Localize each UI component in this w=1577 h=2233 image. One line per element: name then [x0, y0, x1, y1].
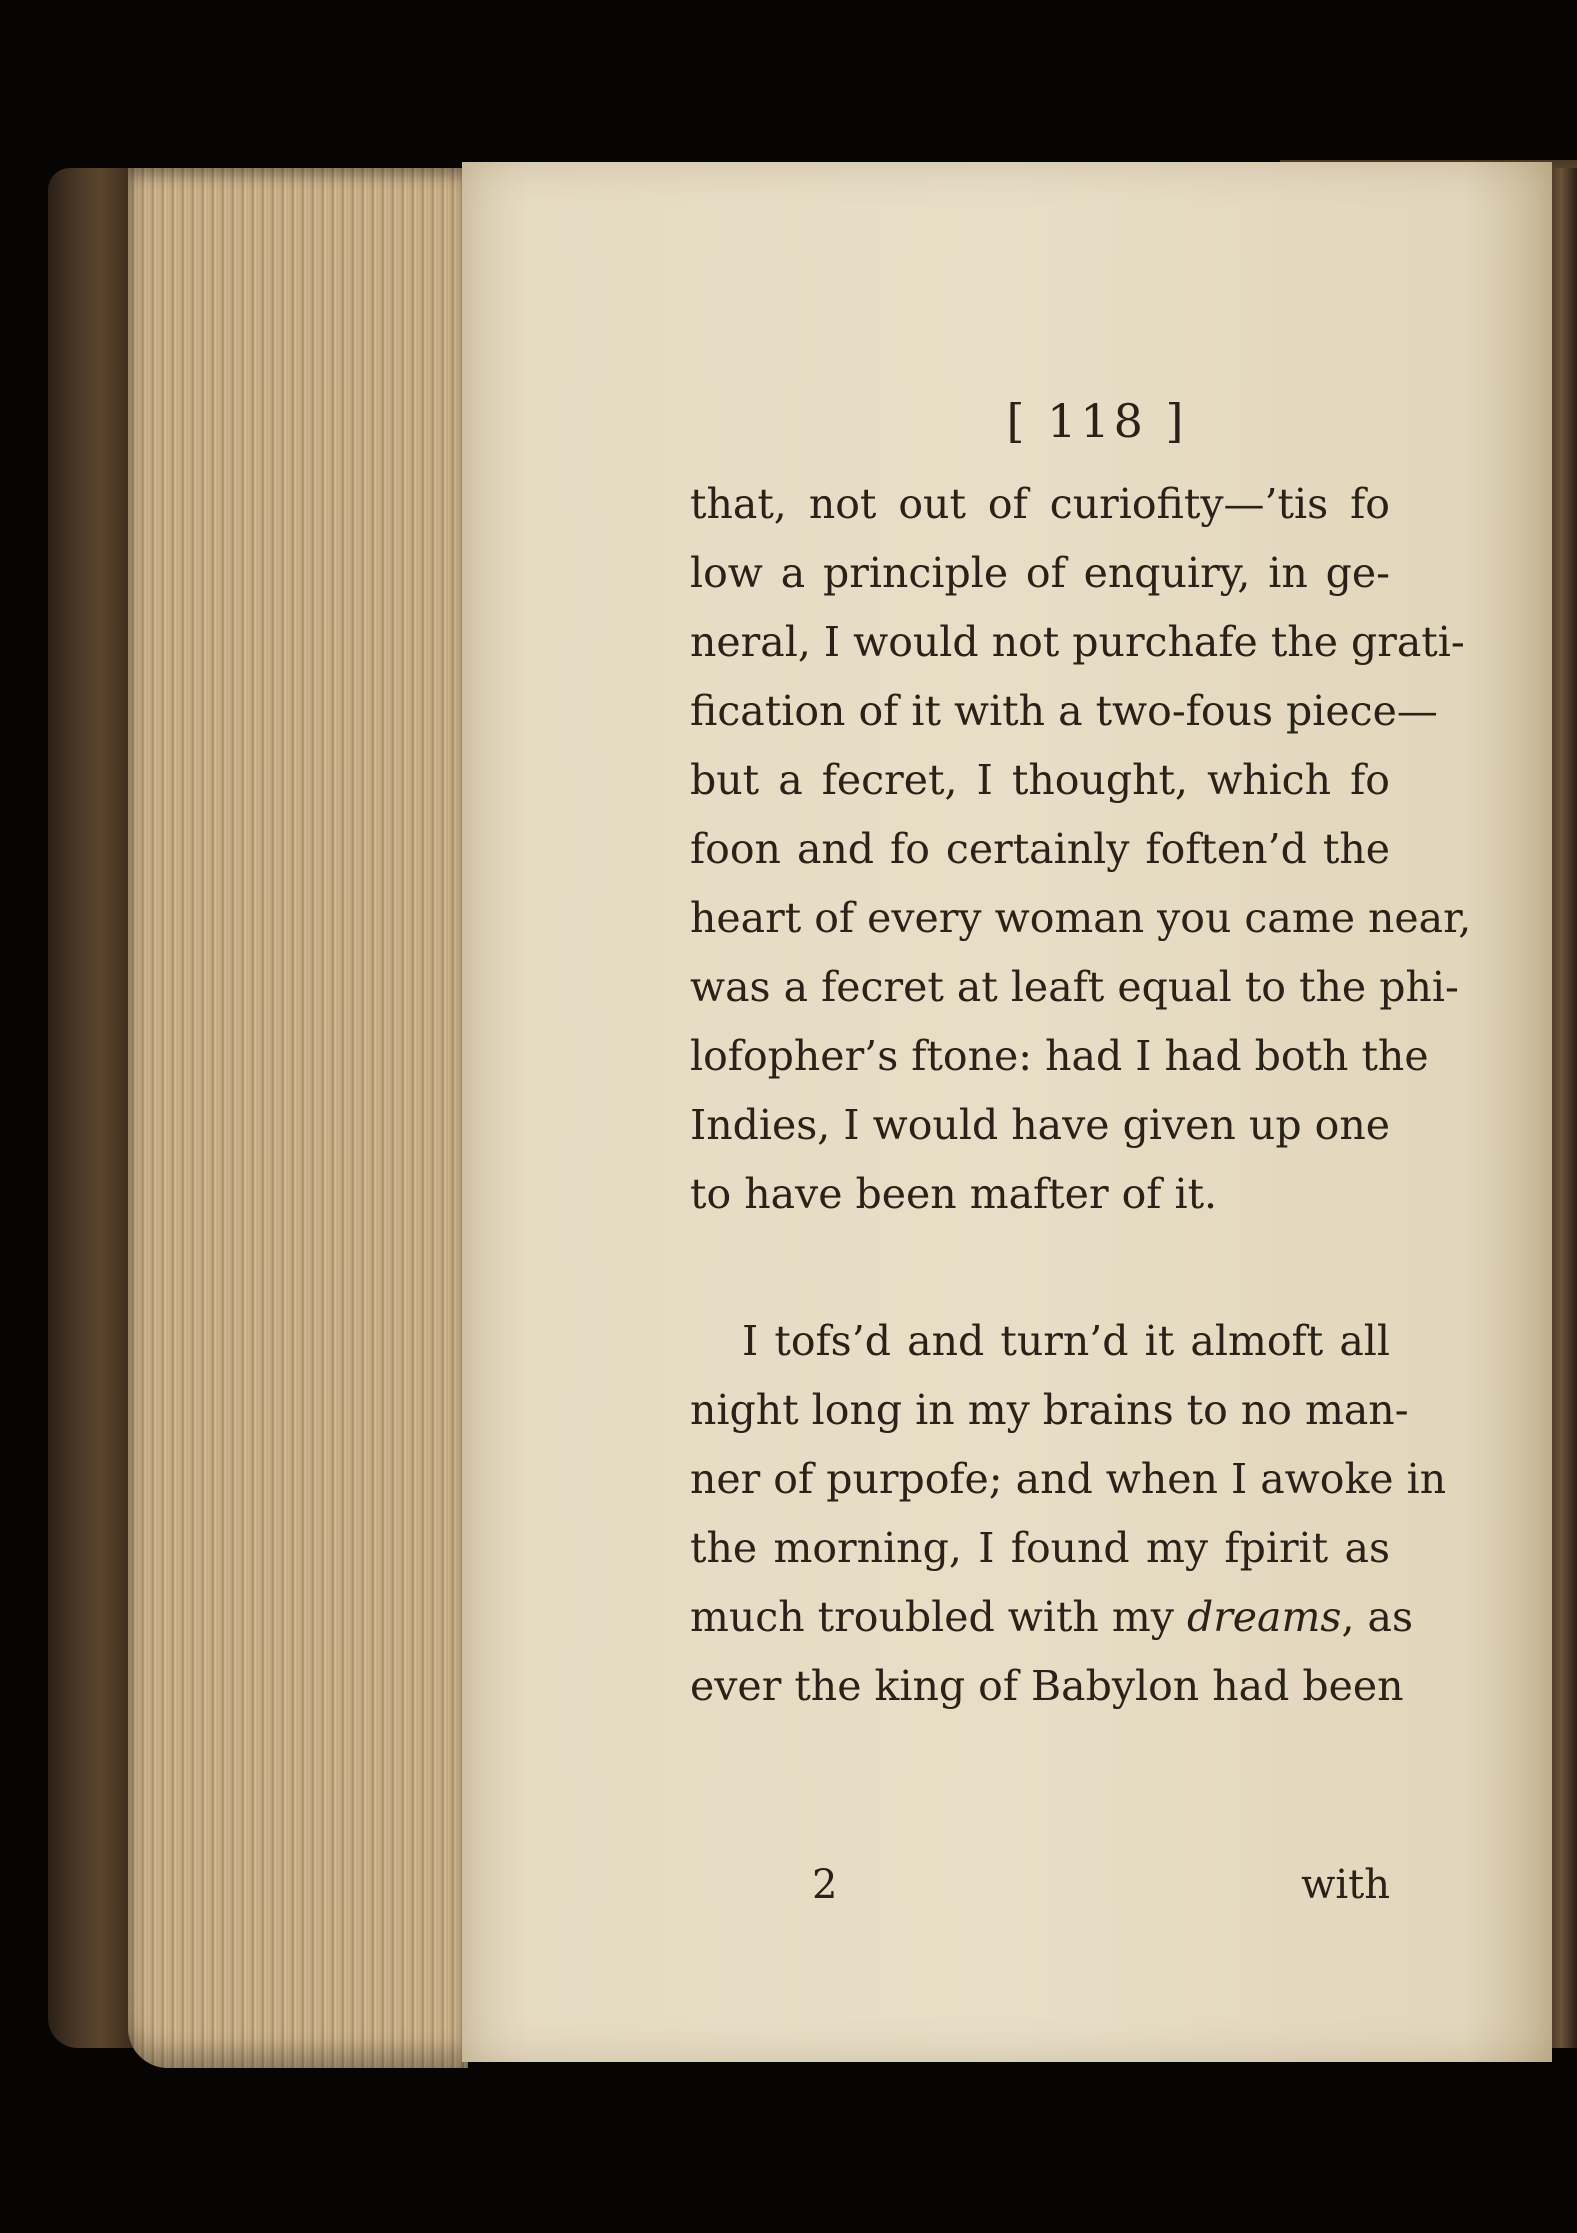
signature-mark: 2 [812, 1862, 838, 1908]
text-line: ever the king of Babylon had been [690, 1662, 1404, 1710]
italic-word: dreams [1186, 1593, 1342, 1641]
text-line: foon and fo certainly foften’d the [690, 825, 1390, 873]
text-line: low a principle of enquiry, in ge- [690, 549, 1390, 597]
direction-line [690, 1862, 1390, 1922]
text-line: ner of purpofe; and when I awoke in [690, 1455, 1447, 1503]
text-line: the morning, I found my fpirit as [690, 1524, 1390, 1572]
paragraph-break [690, 1229, 1390, 1307]
text-line: I tofs’d and turn’d it almoft all [742, 1317, 1390, 1365]
text-line: to have been mafter of it. [690, 1170, 1218, 1218]
text-segment: much troubled with my [690, 1593, 1187, 1641]
text-line: neral, I would not purchafe the grati- [690, 618, 1465, 666]
page-number: [ 118 ] [1006, 394, 1188, 448]
text-line: lofopher’s ftone: had I had both the [690, 1032, 1429, 1080]
book-page [462, 162, 1552, 2062]
text-line: fication of it with a two-fous piece— [690, 687, 1438, 735]
page-content [462, 162, 1552, 2062]
text-line-with-italic [690, 1583, 1413, 1652]
text-line: that, not out of curiofity—’tis fo [690, 480, 1390, 528]
catchword: with [1301, 1862, 1390, 1908]
page-edges-stack [128, 168, 468, 2068]
leather-cover-left [48, 168, 134, 2048]
text-line: but a fecret, I thought, which fo [690, 756, 1390, 804]
text-line: night long in my brains to no man- [690, 1386, 1409, 1434]
text-segment: , as [1341, 1593, 1413, 1641]
text-line: Indies, I would have given up one [690, 1101, 1390, 1149]
body-text [690, 470, 1472, 1721]
text-line: heart of every woman you came near, [690, 894, 1472, 942]
text-line: was a fecret at leaft equal to the phi- [690, 963, 1459, 1011]
